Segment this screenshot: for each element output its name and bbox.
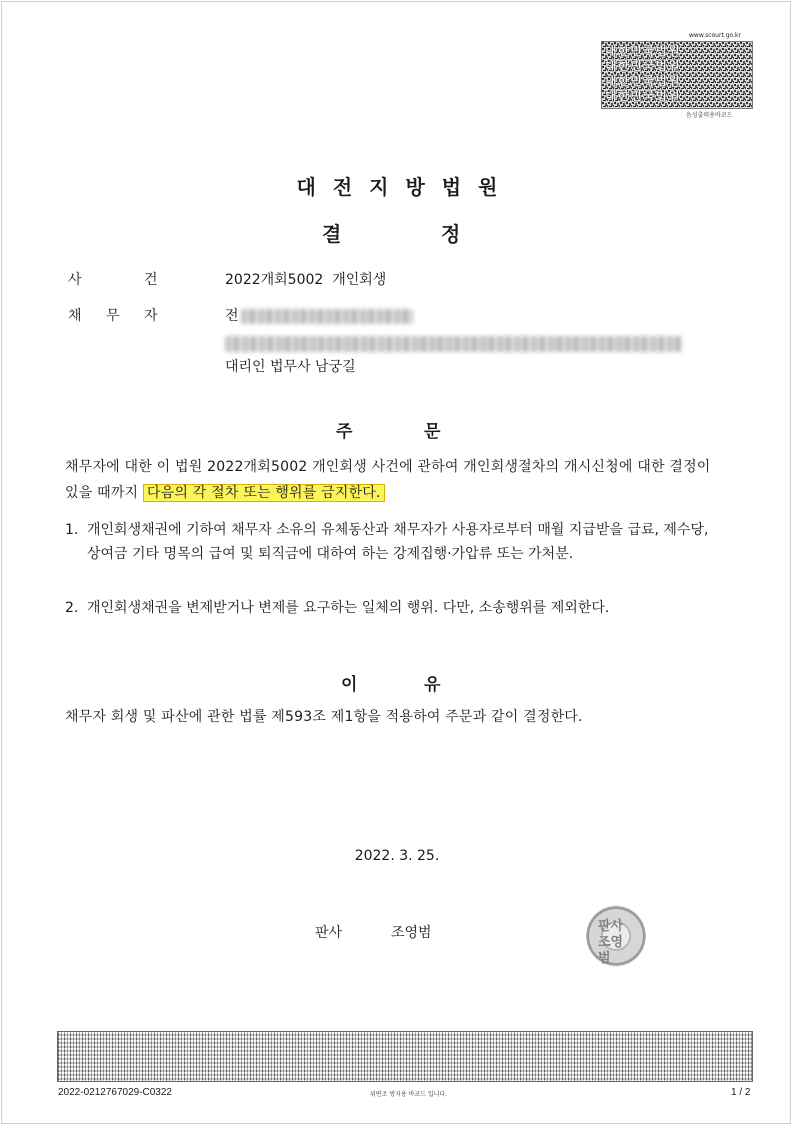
redacted-debtor-address (225, 336, 681, 352)
court-url: www.scourt.go.kr (689, 32, 741, 39)
reason-title-1: 이 (341, 675, 358, 695)
case-label-2: 건 (144, 272, 158, 288)
reason-title-2: 유 (424, 675, 441, 695)
debtor-name-prefix: 전 (225, 308, 239, 324)
judge-seal-icon (586, 905, 646, 967)
item-number: 1. (65, 522, 79, 538)
barcode-caption: 음성출력용바코드 (686, 112, 733, 119)
debtor-label-2: 무 (106, 308, 120, 324)
order-title-2: 문 (424, 422, 441, 442)
case-label-1: 사 (68, 272, 82, 288)
seal-text: 판사조영범 (598, 919, 624, 966)
item-text: 개인회생채권을 변제받거나 변제를 요구하는 일체의 행위. 다만, 소송행위를 제외한다. (87, 600, 610, 616)
document-number: 2022-0212767029-C0322 (58, 1087, 172, 1098)
doc-title-part1: 결 (322, 222, 342, 246)
order-item-2 (65, 596, 725, 620)
reason-paragraph: 채무자 회생 및 파산에 관한 법률 제593조 제1항을 적용하여 주문과 같이 결정한다. (65, 709, 583, 725)
item-number: 2. (65, 600, 79, 616)
judge-label: 판사 (315, 925, 343, 941)
page-number: 1 / 2 (731, 1087, 751, 1098)
anti-forgery-barcode (57, 1031, 753, 1082)
decision-date: 2022. 3. 25. (354, 848, 440, 864)
order-paragraph (65, 454, 725, 506)
barcode-noise (58, 1032, 752, 1081)
debtor-agent: 대리인 법무사 남궁길 (225, 359, 356, 375)
court-name: 대전지방법원 (296, 175, 515, 199)
order-title-1: 주 (336, 422, 353, 442)
judge-name: 조영범 (391, 925, 432, 941)
barcode-note: 위변조 방지용 바코드 입니다. (370, 1091, 448, 1098)
item-text: 개인회생채권에 기하여 채무자 소유의 유체동산과 채무자가 사용자로부터 매월 지급받을 급료, 제수당, 상여금 기타 명목의 급여 및 퇴직금에 대하여 하는 강제집행·가압류 또는 가처분. (87, 522, 709, 562)
case-number: 2022개회5002 개인회생 (225, 272, 387, 288)
doc-title-part2: 정 (441, 222, 461, 246)
debtor-label-1: 채 (68, 308, 82, 324)
voice-output-barcode (601, 41, 753, 109)
order-highlight: 다음의 각 절차 또는 행위를 금지한다. (143, 484, 385, 502)
order-text: 채무자에 대한 이 법원 2022개회5002 개인회생 사건에 관하여 개인회생절차의 개시신청에 대한 결정이 있을 때까지 (65, 459, 711, 501)
order-item-1 (65, 518, 725, 566)
debtor-label-3: 자 (144, 308, 158, 324)
court-watermark: 대한민국법원대한민국법원대한민국법원대한민국법원 (605, 44, 681, 103)
redacted-debtor-name (241, 309, 413, 324)
